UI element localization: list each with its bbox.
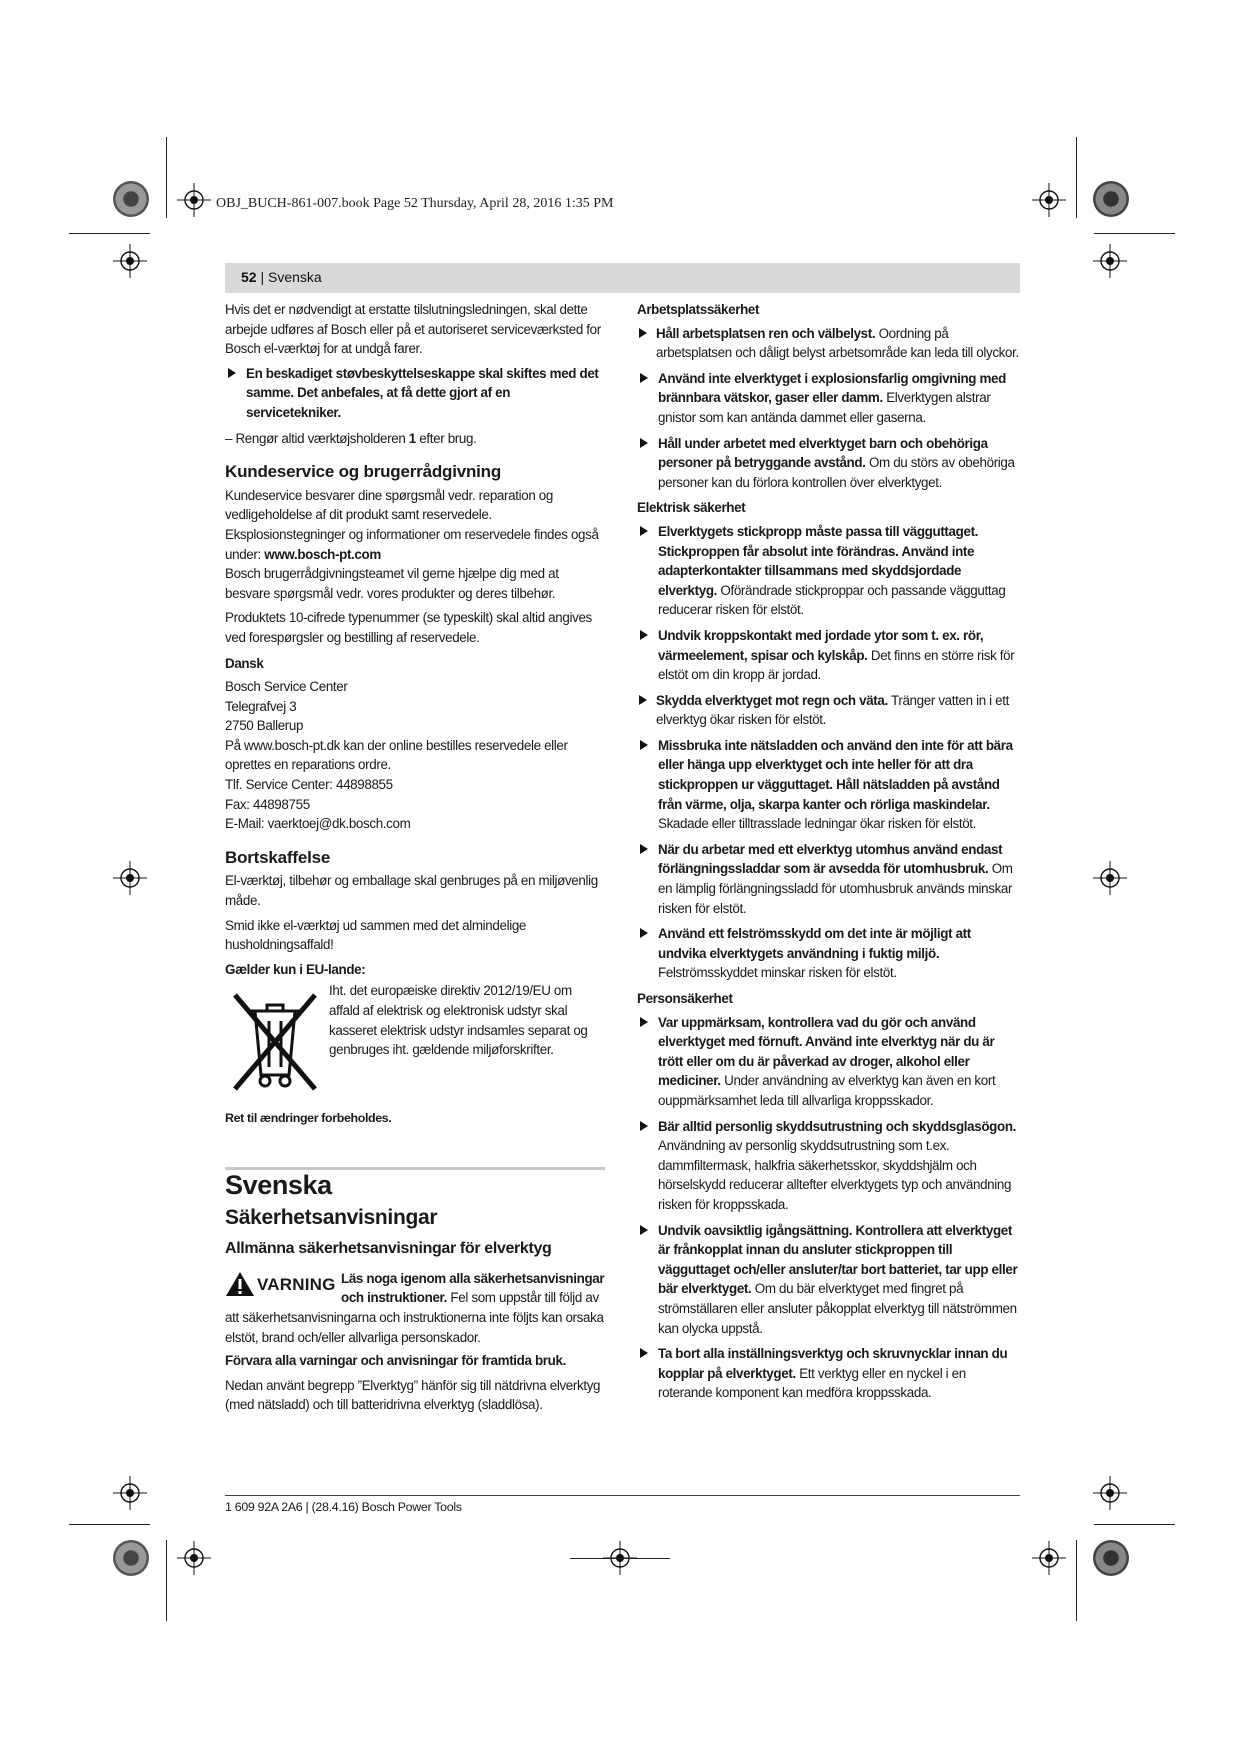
- bullet-item: Använd inte elverktyget i explosionsfarlig omgivning med brännbara vätskor, gaser eller damm. Elverktygen alstrar gnistor som kan antända dammet eller gaserna.: [637, 369, 1020, 428]
- bullet-item: Använd ett felströmsskydd om det inte är möjligt att undvika elverktygets användning i fuktig miljö. Felströmsskyddet minskar risken för elstöt.: [637, 924, 1020, 983]
- warning-bold-text: Läs noga igenom alla säkerhetsanvisningar och instruktioner.: [341, 1270, 605, 1306]
- address-line: Bosch Service Center: [225, 679, 348, 695]
- triangle-bullet-icon: [640, 1017, 648, 1027]
- registration-mark-icon: [113, 244, 147, 278]
- section-title: Säkerhetsanvisningar: [225, 1205, 438, 1229]
- address-line: 2750 Ballerup: [225, 718, 304, 734]
- warning-text: Fel som uppstår till följd av att säkerhetsanvisningarna och instruktionerna inte följts kan orsaka elstöt, brand och/eller allvarliga personskador.: [225, 1290, 604, 1345]
- bullet-item: Håll arbetsplatsen ren och välbelyst. Oordning på arbetsplatsen och dåligt belyst arbetsområde kan leda till olyckor.: [637, 324, 1020, 363]
- registration-mark-icon: [1032, 183, 1066, 217]
- paragraph: Nedan använt begrepp ”Elverktyg” hänför sig till nätdrivna elverktyg (med nätsladd) och till batteridrivna elverktyg (sladdlösa).: [225, 1377, 601, 1413]
- language-title: Svenska: [225, 1170, 332, 1200]
- crop-line: [166, 1540, 167, 1621]
- bullet-item: Håll under arbetet med elverktyget barn och obehöriga personer på betryggande avstånd. Om du störs av obehöriga personer kan du förlora kontrollen över elverktyget.: [637, 434, 1020, 493]
- registration-mark-icon: [1032, 1541, 1066, 1575]
- subheading: Dansk: [225, 655, 264, 671]
- triangle-bullet-icon: [640, 740, 648, 750]
- paragraph: El-værktøj, tilbehør og emballage skal genbruges på en miljøvenlig måde.: [225, 873, 598, 909]
- warning-triangle-icon: [225, 1271, 255, 1297]
- bullet-item: Undvik kroppskontakt med jordade ytor som t. ex. rör, värmeelement, spisar och kylskåp. Det finns en större risk för elstöt om din kropp är jordad.: [637, 626, 1020, 685]
- color-wheel-icon: [1093, 181, 1129, 217]
- subheading: Gælder kun i EU-lande:: [225, 961, 366, 977]
- bullet-item: Undvik oavsiktlig igångsättning. Kontrollera att elverktyget är frånkopplat innan du ansluter stickproppen till vägguttaget och/eller ansluter/tar bort batteriet, tar upp eller bär elverktyget. Om du bär elverktyget med fingret på strömställaren eller ansluter påkopplat elverktyg till nätströmmen kan olycka uppstå.: [637, 1221, 1020, 1339]
- page-number: 52: [241, 269, 257, 285]
- warning-block: [225, 1269, 605, 1347]
- registration-mark-icon: [1093, 244, 1127, 278]
- page-header: [241, 269, 322, 285]
- disclaimer: Ret til ændringer forbeholdes.: [225, 1111, 392, 1126]
- crossed-bin-icon: [225, 987, 325, 1097]
- address-line: Telegrafvej 3: [225, 698, 297, 714]
- crop-line: [1094, 1524, 1175, 1525]
- triangle-bullet-icon: [640, 438, 648, 448]
- color-wheel-icon: [113, 181, 149, 217]
- triangle-bullet-icon: [640, 1348, 648, 1358]
- triangle-bullet-icon: [640, 928, 648, 938]
- crop-line: [1076, 137, 1077, 218]
- bullet-item: Bär alltid personlig skyddsutrustning och skyddsglasögon. Användning av personlig skyddsutrustning som t.ex. dammfiltermask, halkfria säkerhetsskor, skyddshjälm och hörselskydd reducerar alltefter elverktygets typ och användning risken för kroppsskada.: [637, 1117, 1020, 1215]
- subheading: Arbetsplatssäkerhet: [637, 302, 760, 317]
- bullet-text: En beskadiget støvbeskyttelseskappe skal skiftes med det samme. Det anbefales, at få dette gjort af en servicetekniker.: [246, 365, 599, 420]
- address-line: På www.bosch-pt.dk kan der online bestilles reservedele eller oprettes en reparations ordre.: [225, 737, 568, 773]
- bullet-item: [225, 364, 605, 423]
- triangle-bullet-icon: [640, 630, 648, 640]
- crop-line: [69, 1524, 150, 1525]
- bullet-item: Skydda elverktyget mot regn och väta. Tränger vatten in i ett elverktyg ökar risken för elstöt.: [637, 691, 1020, 730]
- triangle-bullet-icon: [640, 373, 648, 383]
- bullet-item: Ta bort alla inställningsverktyg och skruvnycklar innan du kopplar på elverktyget. Ett verktyg eller en nyckel i en roterande komponent kan medföra kroppsskada.: [637, 1344, 1020, 1403]
- subheading: Elektrisk säkerhet: [637, 500, 746, 516]
- warning-label: VARNING: [257, 1274, 336, 1294]
- crop-line: [1076, 1540, 1077, 1621]
- page-header-bar: [225, 263, 1020, 293]
- bullet-item: Var uppmärksam, kontrollera vad du gör och använd elverktyget med förnuft. Använd inte elverktyg när du är trött eller om du är påverkad av droger, alkohol eller mediciner. Under användning av elverktyg kan även en kort ouppmärksamhet leda till allvarliga kroppsskador.: [637, 1013, 1020, 1111]
- page-footer: 1 609 92A 2A6 | (28.4.16) Bosch Power Tools: [225, 1500, 462, 1514]
- paragraph: Bosch brugerrådgivningsteamet vil gerne hjælpe dig med at besvare spørgsmål vedr. vores produkter og deres tilbehør.: [225, 566, 559, 601]
- book-info-line: OBJ_BUCH-861-007.book Page 52 Thursday, April 28, 2016 1:35 PM: [216, 196, 614, 211]
- weee-text: Iht. det europæiske direktiv 2012/19/EU om affald af elektrisk og elektronisk udstyr skal kasseret elektrisk udstyr indsamles separat og genbruges iht. gældende miljøforskrifter.: [329, 983, 588, 1058]
- left-column: [225, 300, 605, 1420]
- paragraph: Produktets 10-cifrede typenummer (se typeskilt) skal altid angives ved forespørgsler og bestilling af reservedele.: [225, 610, 592, 645]
- paragraph: Kundeservice besvarer dine spørgsmål vedr. reparation og vedligeholdelse af dit produkt samt reservedele. Eksplosionstegninger og informationer om reservedele findes også under: www.bosch-pt.com: [225, 487, 599, 562]
- triangle-bullet-icon: [640, 526, 648, 536]
- subheading: Personsäkerhet: [637, 991, 733, 1006]
- subsection-title: Allmänna säkerhetsanvisningar för elverktyg: [225, 1240, 552, 1258]
- triangle-bullet-icon: [640, 1225, 648, 1235]
- registration-mark-icon: [177, 183, 211, 217]
- address-block: [225, 677, 605, 834]
- dash-item: – Rengør altid værktøjsholderen 1 efter brug.: [225, 430, 477, 446]
- registration-mark-icon: [1093, 1476, 1127, 1510]
- fax-line: Fax: 44898755: [225, 796, 310, 812]
- section-heading: Bortskaffelse: [225, 847, 331, 867]
- warning-badge: [225, 1271, 336, 1299]
- triangle-bullet-icon: [640, 844, 648, 854]
- header-language: Svenska: [268, 269, 322, 285]
- right-column: [637, 300, 1020, 1409]
- header-separator: |: [260, 269, 265, 285]
- website-link[interactable]: www.bosch-pt.com: [264, 546, 381, 562]
- phone-line: Tlf. Service Center: 44898855: [225, 777, 393, 793]
- crop-line: [570, 1558, 670, 1559]
- weee-block: [225, 983, 605, 1105]
- footer-rule: [225, 1495, 1020, 1496]
- triangle-bullet-icon: [639, 328, 647, 338]
- triangle-bullet-icon: [640, 1121, 648, 1131]
- bullet-item: Elverktygets stickpropp måste passa till vägguttaget. Stickproppen får absolut inte förändras. Använd inte adapterkontakter tillsammans med skyddsjordade elverktyg. Oförändrade stickproppar och passande vägguttag reducerar risken för elstöt.: [637, 522, 1020, 620]
- section-heading: Kundeservice og brugerrådgivning: [225, 462, 502, 482]
- email-line: E-Mail: vaerktoej@dk.bosch.com: [225, 816, 411, 832]
- crop-line: [166, 137, 167, 218]
- crop-line: [69, 233, 150, 234]
- registration-mark-icon: [1093, 861, 1127, 895]
- registration-mark-icon: [113, 1476, 147, 1510]
- paragraph: Smid ikke el-værktøj ud sammen med det almindelige husholdningsaffald!: [225, 917, 527, 953]
- registration-mark-icon: [177, 1541, 211, 1575]
- color-wheel-icon: [1093, 1540, 1129, 1576]
- paragraph-bold: Förvara alla varningar och anvisningar för framtida bruk.: [225, 1353, 566, 1369]
- triangle-bullet-icon: [228, 368, 236, 378]
- triangle-bullet-icon: [639, 695, 647, 705]
- bullet-item: När du arbetar med ett elverktyg utomhus använd endast förlängningssladdar som är avsedda för utomhusbruk. Om en lämplig förlängningssladd för utomhusbruk används minskar risken för elstöt.: [637, 840, 1020, 918]
- paragraph: Hvis det er nødvendigt at erstatte tilslutningsledningen, skal dette arbejde udføres af Bosch eller på et autoriseret serviceværksted for Bosch el-værktøj for at undgå farer.: [225, 302, 601, 357]
- registration-mark-icon: [113, 861, 147, 895]
- bullet-item: Missbruka inte nätsladden och använd den inte för att bära eller hänga upp elverktyget och inte heller för att dra stickproppen ur vägguttaget. Håll nätsladden på avstånd från värme, olja, skarpa kanter och rörliga maskindelar. Skadade eller tilltrasslade ledningar ökar risken för elstöt.: [637, 736, 1020, 834]
- color-wheel-icon: [113, 1540, 149, 1576]
- crop-line: [1094, 233, 1175, 234]
